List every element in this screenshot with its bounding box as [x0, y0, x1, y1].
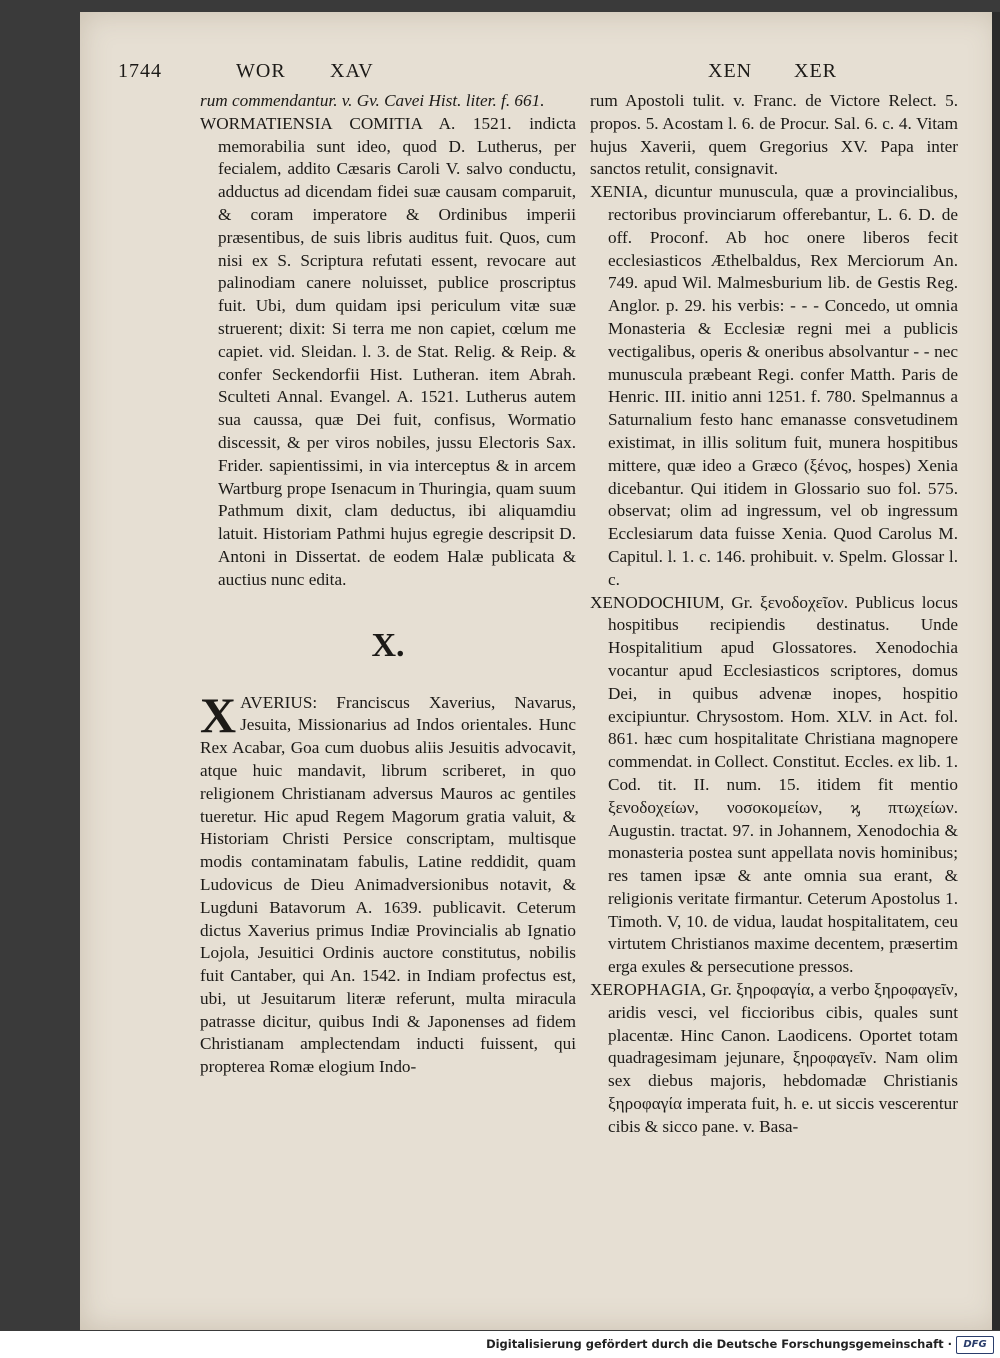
funding-notice: Digitalisierung gefördert durch die Deutsche Forschungsgemeinschaft · — [486, 1337, 952, 1351]
entry-xerophagia: XEROPHAGIA, Gr. ξηροφαγία, a verbo ξηροφαγεῖν, aridis vesci, vel ficcioribus cibis, quales sunt placentæ. Hinc Canon. Laodicens. Oportet totam quadragesimam jejunare, ξηροφαγεῖν. Nam olim sex diebus majoris, hebdomadæ Christianis ξηροφαγία imperata fuit, h. e. ut siccis vescerentur cibis & sicco pane. v. Basa- — [590, 980, 958, 1136]
entry-wormatiensia-comitia: WORMATIENSIA COMITIA A. 1521. indicta memorabilia sunt ideo, quod D. Lutherus, per fecialem, addito Cæsaris Caroli V. salvo conductu, adductus ad dicendam fidei suæ causam comparuit, & coram imperatore & Ordinibus imperii præsentibus, de suis libris auditus fuit. Quos, cum nisi ex S. Scriptura refutati essent, revocare aut palinodiam canere noluisset, publice proscriptus fuit. Ubi, dum quidam ipsi periculum vitæ suæ struerent; dixit: Si terra me non capiet, cœlum me capiet. vid. Sleidan. l. 3. de Stat. Relig. & Reip. & confer Seckendorfii Hist. Lutheran. item Abrah. Sculteti Annal. Evangel. A. 1521. Lutherus autem sua caussa, quæ Dei fuit, confisus, Wormatio discessit, & per viros nobiles, jussu Electoris Sax. Frider. sapientissimi, in via interceptus & in arcem Wartburg prope Isenacum in Thuringia, quam suum Pathmum dixit, clam deductus, ibi aliquamdiu latuit. Historiam Pathmi hujus egregie descripsit D. Antoni in Dissertat. de eodem Halæ publicata & auctius nunc edita. — [200, 113, 576, 589]
left-column — [200, 90, 576, 1079]
page-number: 1744 — [118, 60, 162, 82]
entry-xenia: XENIA, dicuntur munuscula, quæ a provincialibus, rectoribus provinciarum offerebantur, L. 6. D. de off. Proconf. Ab hoc onere liberos fecit ecclesiasticos Æthelbaldus, Rex Merciorum An. 749. apud Wil. Malmesburium lib. de Gestis Reg. Anglor. p. 29. his verbis: - - - Concedo, ut omnia Monasteria & Ecclesiæ regni mei a publicis vectigalibus, operis & oneribus absolvantur - - nec munuscula præbeant Regi. confer Matth. Paris de Henric. III. initio anni 1251. f. 780. Spelmannus a Saturnalium festo hanc emanasse consvetudinem existimat, in illis solitum fuit, munera hospitibus mittere, quæ ideo a Græco (ξένος, hospes) Xenia dicebantur. Qui itidem in Glossario suo fol. 575. observat; olim ad ingressum, vel ob ingressum Ecclesiarum data fuisse Xenia. Quod Carolus M. Capitul. l. 1. c. 146. prohibuit. v. Spelm. Glossar l. c. — [590, 182, 958, 589]
left-column-continuation: rum commendantur. v. Gv. Cavei Hist. liter. f. 661. — [200, 91, 545, 110]
section-heading-x: X. — [371, 626, 405, 664]
header-keyword-left-2: XAV — [330, 60, 374, 82]
dfg-logo: DFG — [956, 1336, 994, 1354]
right-column-continuation: rum Apostoli tulit. v. Franc. de Victore Relect. 5. propos. 5. Acostam l. 6. de Procur. Sal. 6. c. 4. Vitam hujus Xaverii, quem Gregorius XV. Papa inter sanctos retulit, consignavit. — [590, 91, 958, 179]
header-keyword-left-1: WOR — [236, 60, 286, 82]
footer-bar — [0, 1331, 1000, 1358]
header-keyword-right-2: XER — [794, 60, 837, 82]
right-column — [590, 90, 958, 1139]
entry-xaverius-text: AVERIUS: Franciscus Xaverius, Navarus, Jesuita, Missionarius ad Indos orientales. Hunc Rex Acabar, Goa cum duobus aliis Jesuitis advocavit, atque huic mandavit, librum scriberet, in quo religionem Christianam adversus Mauros ac gentiles tueretur. Hic apud Regem Magorum gratia valuit, & Historiam Christi Persice conscriptam, multisque modis contaminatam fabulis, Latine reddidit, quam Ludovicus de Dieu Animadversionibus notavit, & Lugduni Batavorum A. 1639. publicavit. Ceterum dictus Xaverius primus Indiæ Provincialis ab Ignatio Lojola, Jesuitici Ordinis auctore constitutus, nobilis fuit Cantaber, qui An. 1542. in Indiam profectus est, ubi, ut Jesuitarum literæ referunt, multa miracula patrasse dicitur, quibus Indi & Japonenses ad fidem Christianam amplectendam inducti fuissent, qui propterea Romæ elogium Indo- — [200, 692, 576, 1077]
entry-xaverius — [200, 686, 576, 1080]
running-header — [118, 60, 964, 90]
header-keyword-right-1: XEN — [708, 60, 753, 82]
drop-cap-letter: X — [200, 686, 237, 743]
entry-xenodochium: XENODOCHIUM, Gr. ξενοδοχεῖον. Publicus locus hospitibus recipiendis destinatus. Unde Hospitalitium apud Glossatores. Xenodochia vocantur apud Ecclesiasticos scriptores, domus Dei, in quibus advenæ inopes, hospitio excipiuntur. Chrysostom. Hom. XLV. in Act. fol. 861. hæc cum hospitalitate Christiana magnopere commendat. in Collect. Constitut. Eccles. ex lib. 1. Cod. tit. II. num. 15. itidem fit mentio ξενοδοχείων, νοσοκομείων, ϗ πτωχείων. Augustin. tractat. 97. in Johannem, Xenodochia & monasteria postea sunt appellata novis hominibus; res tamen ipsæ & ante omnia sua erant, & religionis veritate firmantur. Ceterum Apostolus 1. Timoth. V, 10. de vidua, laudat hospitalitatem, ceu virtutem Christianos maxime decentem, præsertim erga exules & persecutione pressos. — [590, 592, 958, 977]
page-gutter — [992, 12, 1000, 1330]
